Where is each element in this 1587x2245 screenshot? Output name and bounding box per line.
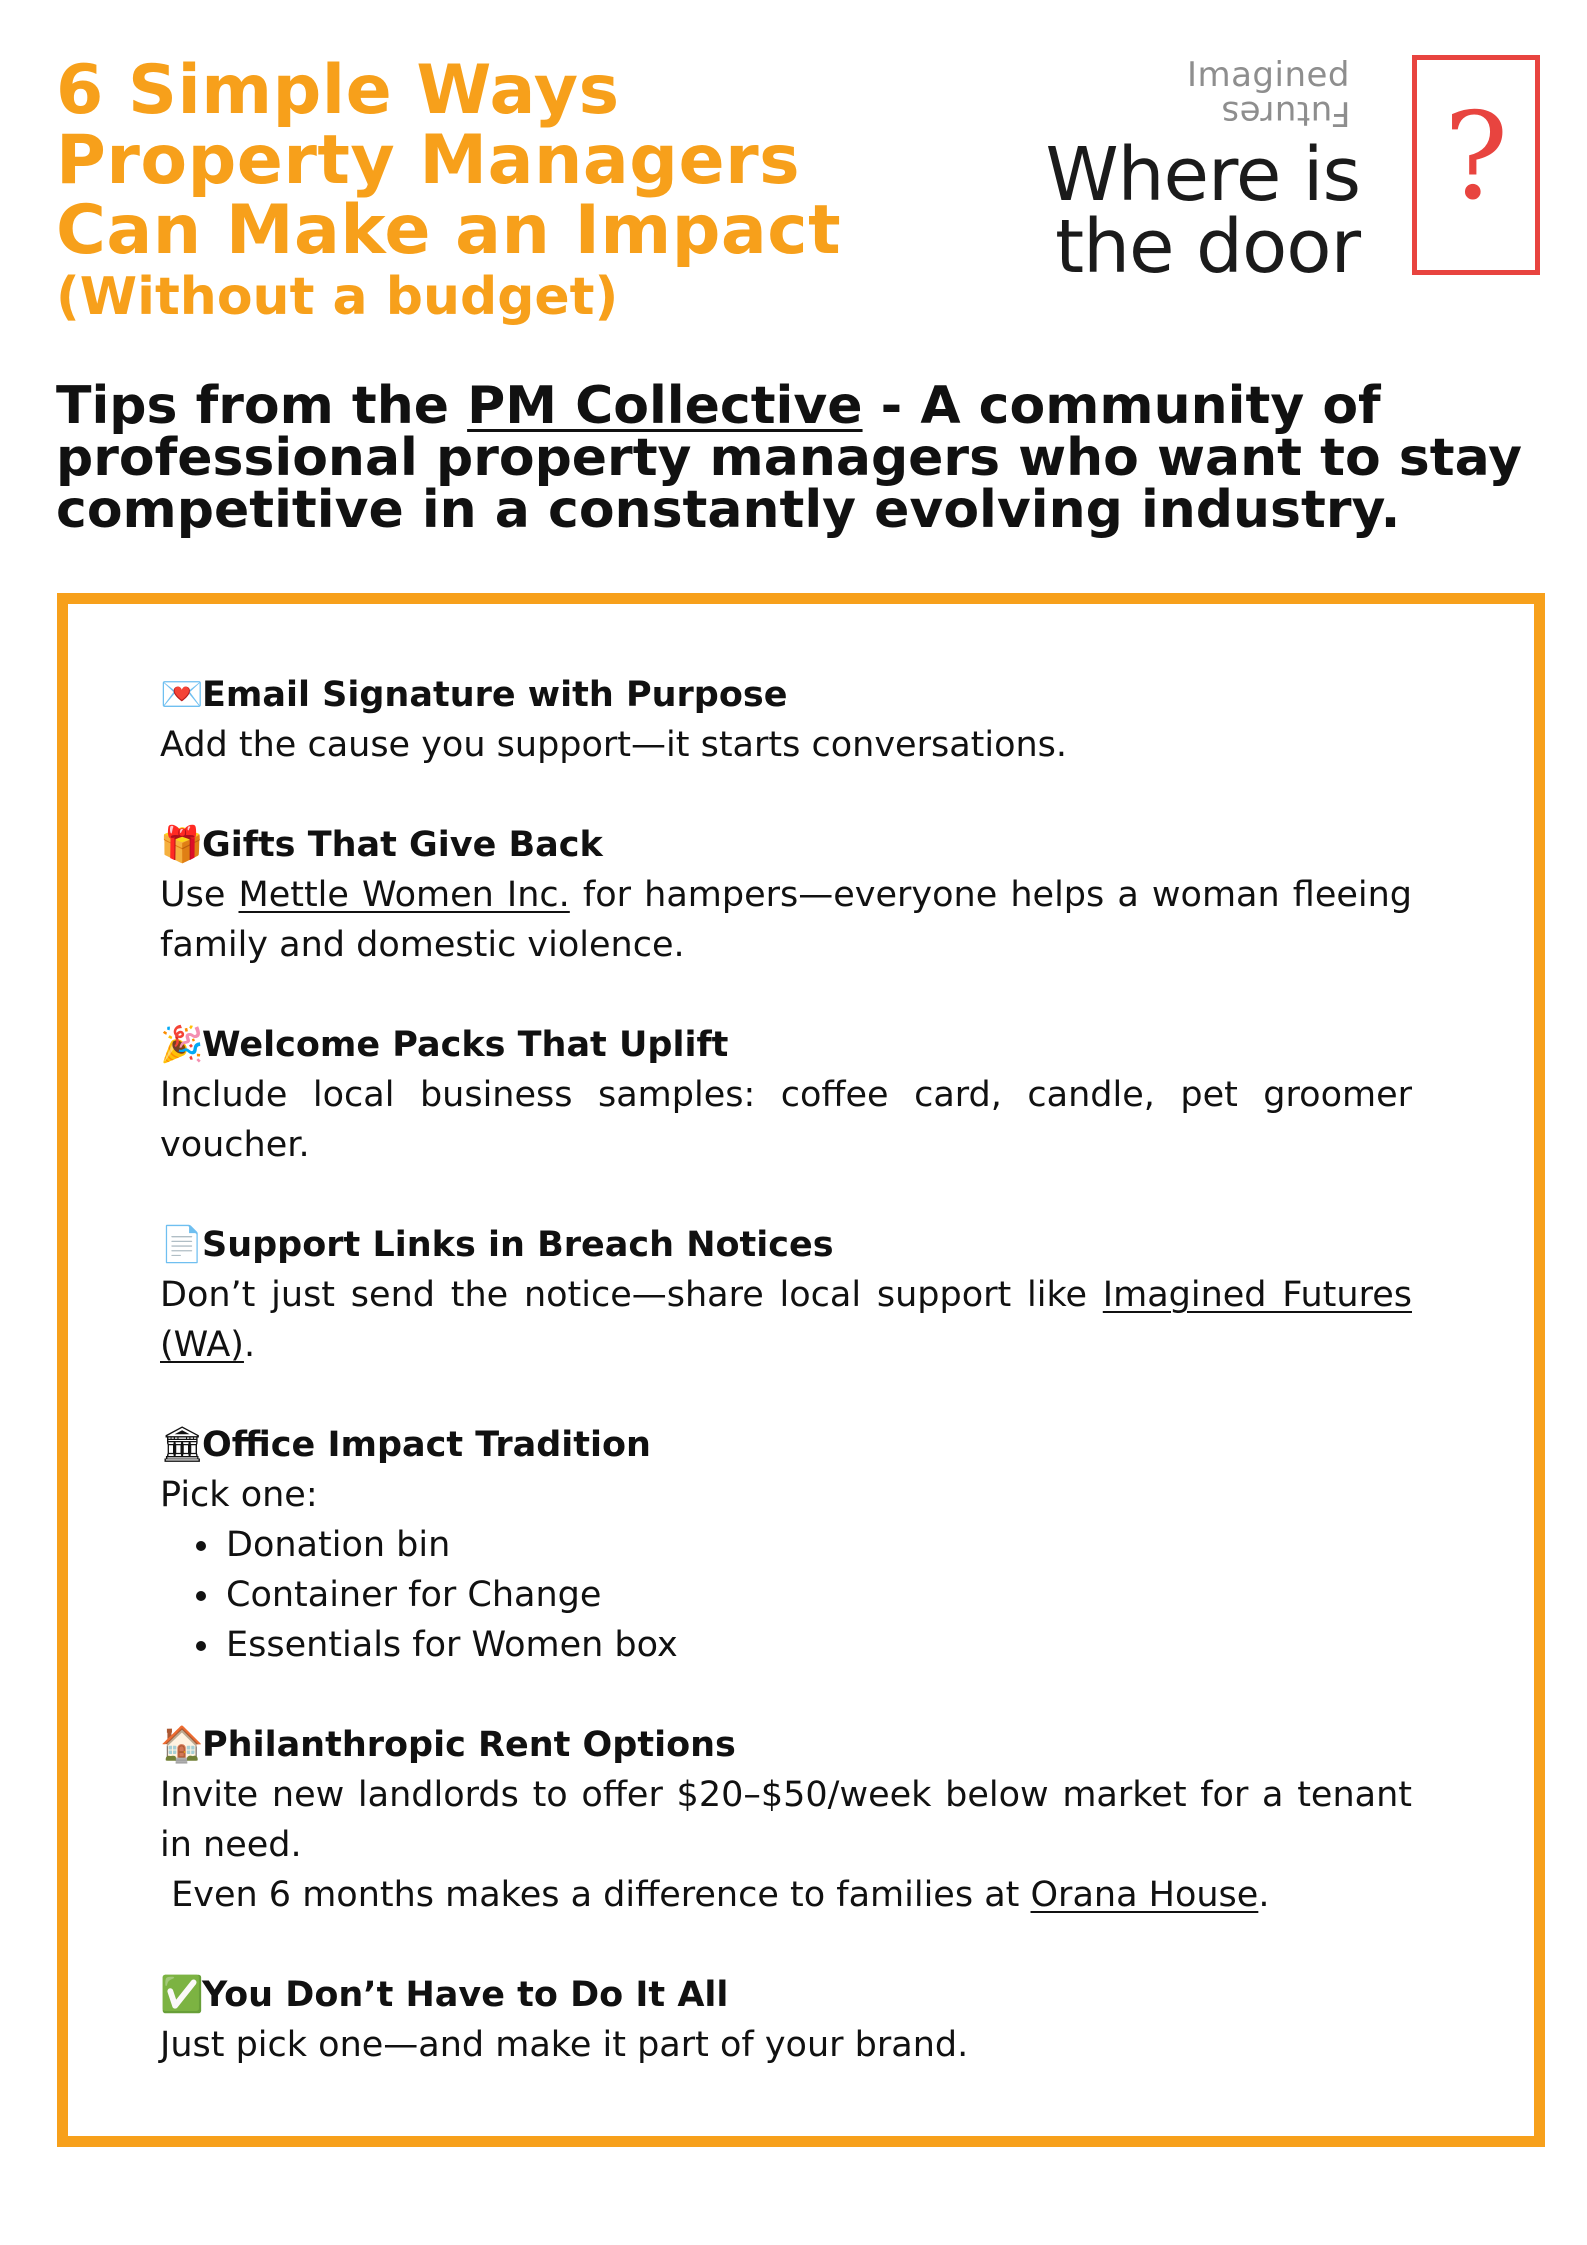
title-line-2: Property Managers: [56, 121, 801, 200]
list-item: Container for Change: [226, 1570, 1412, 1620]
tip-body: Pick one:: [160, 1475, 318, 1515]
title-line-1: 6 Simple Ways: [56, 51, 620, 130]
gift-icon: 🎁: [160, 825, 204, 865]
question-mark-icon: ?: [1443, 88, 1509, 227]
tip-heading: [160, 1220, 1412, 1270]
tip-body-prefix: Use: [160, 875, 239, 915]
list-item: Donation bin: [226, 1520, 1412, 1570]
logo-door-box: [1412, 55, 1540, 275]
tip-email-signature: [160, 670, 1412, 770]
imagined-futures-link[interactable]: Imagined Futures (WA): [160, 1275, 1412, 1365]
tip-breach-notices: [160, 1220, 1412, 1370]
tip-body-suffix: .: [1258, 1875, 1270, 1915]
tip-heading-text: Support Links in Breach Notices: [202, 1225, 834, 1265]
tip-heading-text: Philanthropic Rent Options: [202, 1725, 736, 1765]
tip-body-prefix: Even 6 months makes a difference to families at: [160, 1875, 1031, 1915]
tip-body-second: [160, 1870, 1412, 1920]
tip-body: Add the cause you support—it starts conversations.: [160, 725, 1068, 765]
tip-body-suffix: for hampers—everyone helps a woman fleeing family and domestic violence.: [160, 875, 1413, 965]
pm-collective-link[interactable]: PM Collective: [467, 376, 863, 436]
tip-body-suffix: .: [243, 1325, 256, 1365]
office-building-icon: 🏛: [160, 1425, 205, 1465]
tip-heading: [160, 1420, 1412, 1470]
logo-where-is: Where is: [1045, 132, 1360, 218]
document-icon: 📄: [160, 1225, 204, 1265]
tip-gifts: [160, 820, 1412, 970]
bullet-list: [160, 1520, 1412, 1670]
tip-heading: [160, 1020, 1412, 1070]
tips-list: [160, 670, 1412, 2120]
logo-futures-text: Futures: [1220, 93, 1350, 133]
orana-house-link[interactable]: Orana House: [1030, 1875, 1259, 1915]
tip-heading-text: Welcome Packs That Uplift: [202, 1025, 729, 1065]
title-subline: (Without a budget): [56, 267, 619, 327]
list-item: Essentials for Women box: [226, 1620, 1412, 1670]
tip-heading: [160, 1970, 1412, 2020]
tip-heading-text: You Don’t Have to Do It All: [202, 1975, 729, 2015]
tip-body: Just pick one—and make it part of your brand.: [160, 2025, 969, 2065]
tip-heading-text: Email Signature with Purpose: [202, 675, 788, 715]
tip-welcome-packs: [160, 1020, 1412, 1170]
tip-heading: [160, 820, 1412, 870]
where-is-the-door-logo: [1010, 55, 1540, 290]
house-icon: 🏠: [160, 1725, 204, 1765]
intro-suffix: - A community of professional property managers who want to stay competitive in a constantly evolving industry.: [56, 376, 1523, 540]
tip-body: [160, 1270, 1412, 1370]
party-popper-icon: 🎉: [160, 1025, 204, 1065]
page-title: [56, 51, 956, 328]
intro-prefix: Tips from the: [56, 376, 468, 436]
logo-wordmark: [1045, 132, 1360, 290]
tip-body: Include local business samples: coffee card, candle, pet groomer voucher.: [160, 1075, 1412, 1165]
tip-office-tradition: [160, 1420, 1412, 1670]
logo-imagined-text: Imagined: [1186, 55, 1350, 95]
tip-heading: [160, 1720, 1412, 1770]
logo-the-door: the door: [1055, 204, 1360, 290]
tip-body: [160, 870, 1412, 970]
tip-rent-options: [160, 1720, 1412, 1920]
check-mark-icon: ✅: [160, 1975, 204, 2015]
tip-heading: [160, 670, 1412, 720]
tip-heading-text: Gifts That Give Back: [202, 825, 603, 865]
mettle-women-link[interactable]: Mettle Women Inc.: [238, 875, 570, 915]
intro-heading: [56, 376, 1536, 540]
tip-body: Invite new landlords to offer $20–$50/week below market for a tenant in need.: [160, 1775, 1412, 1865]
title-line-3: Can Make an Impact: [56, 191, 842, 270]
love-letter-icon: 💌: [160, 675, 204, 715]
tip-body-prefix: Don’t just send the notice—share local support like: [160, 1275, 1103, 1315]
tip-heading-text: Office Impact Tradition: [202, 1425, 651, 1465]
tip-do-it-all: [160, 1970, 1412, 2070]
